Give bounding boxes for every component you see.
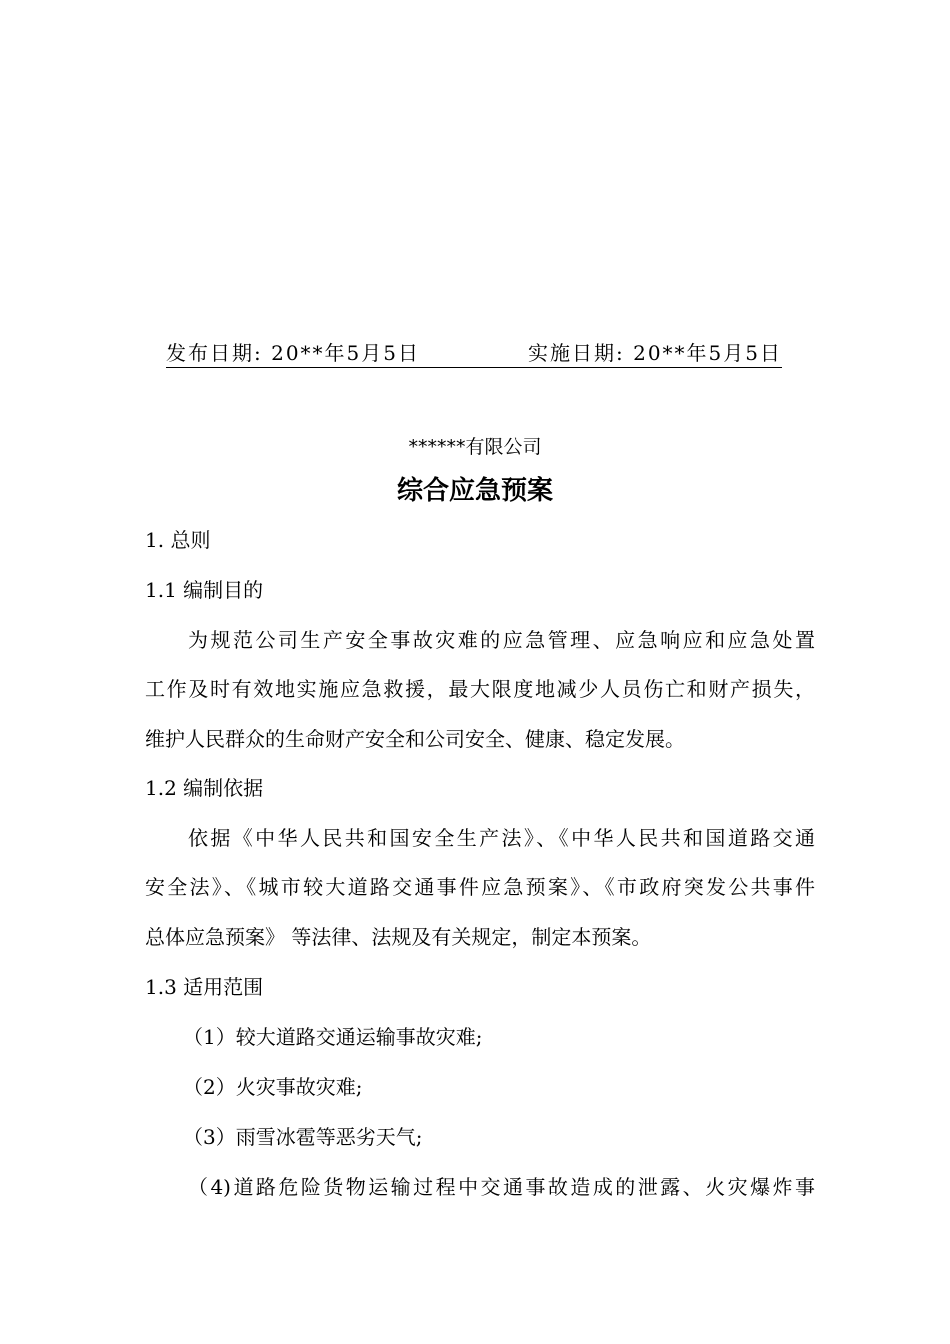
section-heading: 1.3 适用范围	[145, 975, 264, 999]
document-title: 综合应急预案	[396, 476, 553, 506]
publish-date: 发布日期: 20**年5月5日	[166, 341, 420, 365]
effective-date: 实施日期: 20**年5月5日	[528, 341, 782, 365]
section-heading: 1.2 编制依据	[145, 776, 264, 800]
paragraph-line: 总体应急预案》 等法律、法规及有关规定，制定本预案。	[145, 925, 652, 949]
paragraph-line: 依据《中华人民共和国安全生产法》、《中华人民共和国道路交通	[188, 826, 815, 850]
list-item: （2）火灾事故灾难;	[183, 1075, 363, 1099]
section-heading: 1. 总则	[145, 528, 211, 552]
list-item: （1）较大道路交通运输事故灾难;	[183, 1025, 483, 1049]
date-line	[166, 339, 782, 368]
paragraph-line: 维护人民群众的生命财产安全和公司安全、健康、稳定发展。	[145, 727, 685, 751]
paragraph-line: 为规范公司生产安全事故灾难的应急管理、应急响应和应急处置	[188, 628, 815, 652]
paragraph-line: 安全法》、《城市较大道路交通事件应急预案》、《市政府突发公共事件	[145, 875, 815, 899]
company-name: ******有限公司	[408, 436, 542, 458]
section-heading: 1.1 编制目的	[145, 578, 264, 602]
list-item: （3）雨雪冰雹等恶劣天气;	[183, 1125, 423, 1149]
paragraph-line: 工作及时有效地实施应急救援，最大限度地减少人员伤亡和财产损失，	[145, 677, 815, 701]
list-item: （4)道路危险货物运输过程中交通事故造成的泄露、火灾爆炸事	[188, 1175, 815, 1199]
